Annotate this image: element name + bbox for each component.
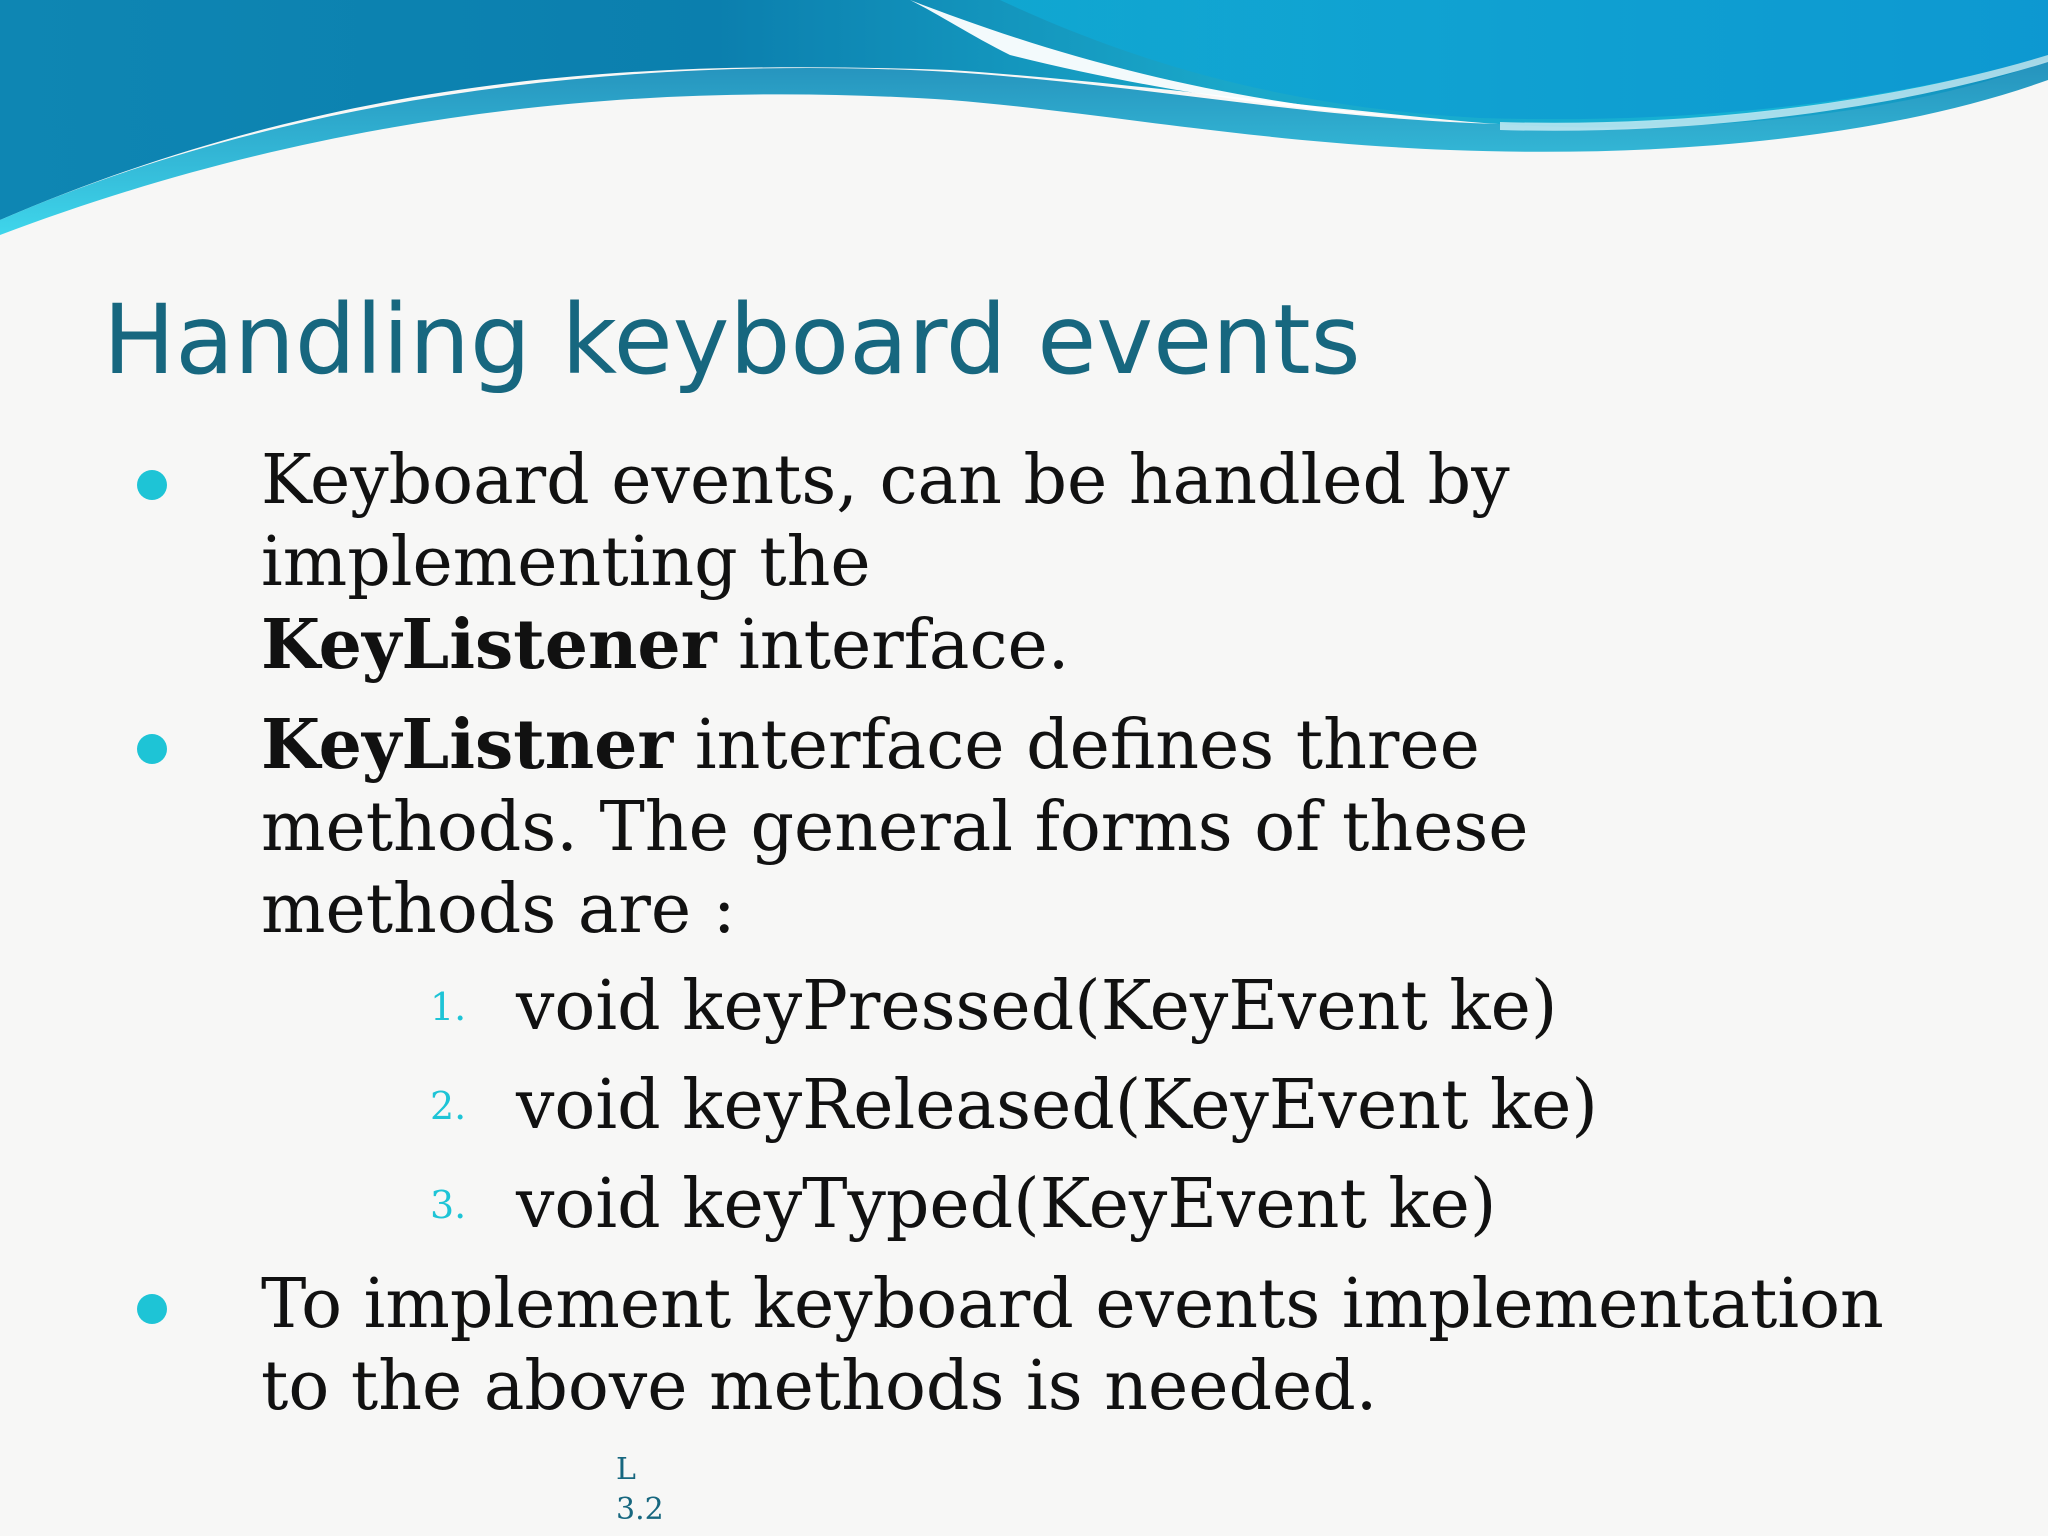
bold-term: KeyListener [261,605,717,685]
bullet-text [261,1264,1884,1428]
method-list-item [0,1061,2048,1151]
bullet-line-rest: interface defines three [673,706,1480,785]
bullet-text [261,440,1821,687]
slide-title: Handling keyboard events [103,284,1361,396]
bullet-line [261,704,1821,787]
bullet-line: methods. The general forms of these [261,788,1529,867]
bullet-dot-icon [137,1294,167,1324]
bullet-dot-icon [137,734,167,764]
slide-footer-label [616,1450,664,1530]
bullet-line: Keyboard events, can be handled by [261,441,1510,520]
bullet-line-rest: interface. [716,606,1070,685]
footer-line: 3.2 [616,1492,664,1527]
method-signature: void keyReleased(KeyEvent ke) [516,1066,1598,1145]
bullet-text [261,704,1821,951]
bullet-line: To implement keyboard events implementation [261,1265,1884,1344]
method-signature: void keyPressed(KeyEvent ke) [516,967,1558,1046]
bullet-line: methods are : [261,870,736,949]
bullet-dot-icon [137,470,167,500]
bullet-line [261,604,1821,687]
bold-term: KeyListner [261,705,674,785]
method-list-item [0,1160,2048,1250]
header-wave-decoration [0,0,2048,260]
list-number: 2. [430,1084,467,1128]
bullet-line: implementing the [261,523,871,602]
footer-line: L [616,1452,636,1487]
method-signature: void keyTyped(KeyEvent ke) [516,1165,1497,1244]
bullet-line: to the above methods is needed. [261,1347,1378,1426]
list-number: 1. [430,985,467,1029]
list-number: 3. [430,1183,467,1227]
method-list-item [0,962,2048,1052]
